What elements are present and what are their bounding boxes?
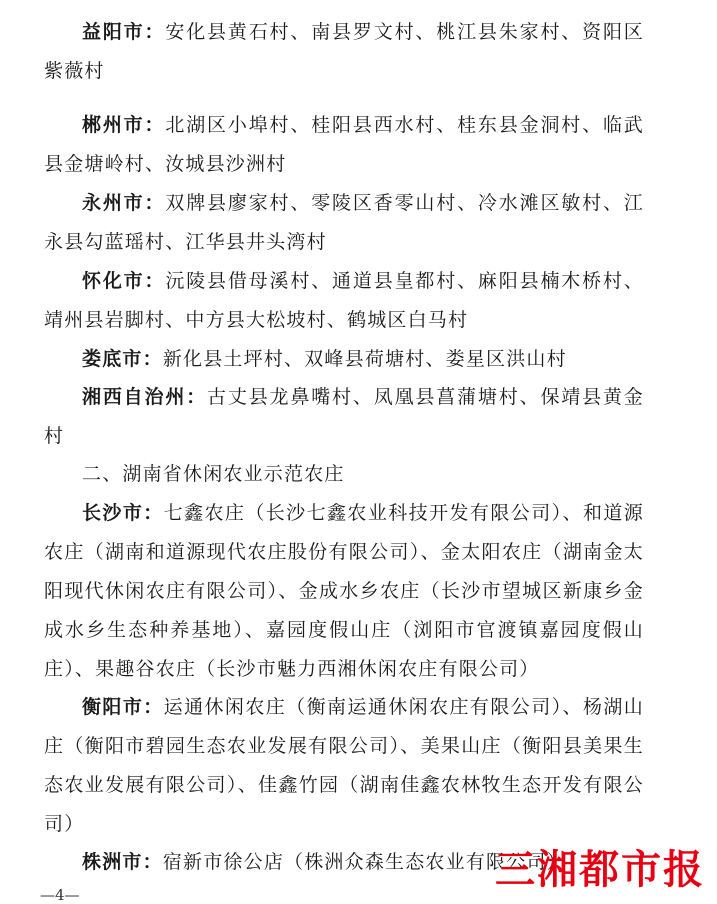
city-label: 怀化市： [82, 270, 166, 292]
entry-loudi [44, 340, 644, 379]
entry-xiangxi [44, 378, 644, 456]
village-list: 新化县土坪村、双峰县荷塘村、娄星区洪山村 [162, 348, 567, 370]
village-list: 古丈县龙鼻嘴村、凤凰县菖蒲塘村、保靖县黄金村 [44, 386, 644, 447]
village-list: 沅陵县借母溪村、通道县皇都村、麻阳县楠木桥村、靖州县岩脚村、中方县大松坡村、鹤城区白马村 [44, 270, 644, 331]
entry-yongzhou [44, 184, 644, 262]
entry-hengyang [44, 688, 644, 844]
city-label: 永州市： [82, 192, 166, 214]
village-list: 安化县黄石村、南县罗文村、桃江县朱家村、资阳区紫薇村 [44, 21, 644, 82]
city-label: 衡阳市： [82, 696, 164, 718]
newspaper-watermark-logo: 三湘都市报 [495, 847, 705, 893]
village-list: 北湖区小埠村、桂阳县西水村、桂东县金洞村、临武县金塘岭村、汝城县沙洲村 [44, 114, 644, 175]
city-label: 郴州市： [82, 114, 166, 136]
city-label: 长沙市： [82, 502, 164, 524]
farm-list: 运通休闲农庄（衡南运通休闲农庄有限公司）、杨湖山庄（衡阳市碧园生态农业发展有限公司）、美果山庄（衡阳县美果生态农业发展有限公司）、佳鑫竹园（湖南佳鑫农林牧生态开发有限公司） [44, 696, 644, 835]
city-label: 益阳市： [82, 21, 166, 43]
entry-huaihua [44, 262, 644, 340]
entry-changsha [44, 494, 644, 689]
city-label: 湘西自治州： [82, 386, 208, 408]
section-heading: 二、湖南省休闲农业示范农庄 [82, 463, 345, 485]
entry-yiyang [44, 13, 644, 91]
farm-list: 七鑫农庄（长沙七鑫农业科技开发有限公司）、和道源农庄（湖南和道源现代农庄股份有限公司）、金太阳农庄（湖南金太阳现代休闲农庄有限公司）、金成水乡农庄（长沙市望城区新康乡金成水乡生态种养基地）、嘉园度假山庄（浏阳市官渡镇嘉园度假山庄）、果趣谷农庄（长沙市魅力西湘休闲农庄有限公司） [44, 502, 644, 680]
farm-list: 宿新市徐公店（株洲众森生态农业有限公司） [162, 851, 567, 873]
entry-chenzhou [44, 106, 644, 184]
village-list: 双牌县廖家村、零陵区香零山村、冷水滩区敏村、江永县勾蓝瑶村、江华县井头湾村 [44, 192, 644, 253]
page-number: —4— [40, 886, 80, 904]
city-label: 娄底市： [82, 348, 163, 370]
city-label: 株洲市： [82, 851, 163, 873]
